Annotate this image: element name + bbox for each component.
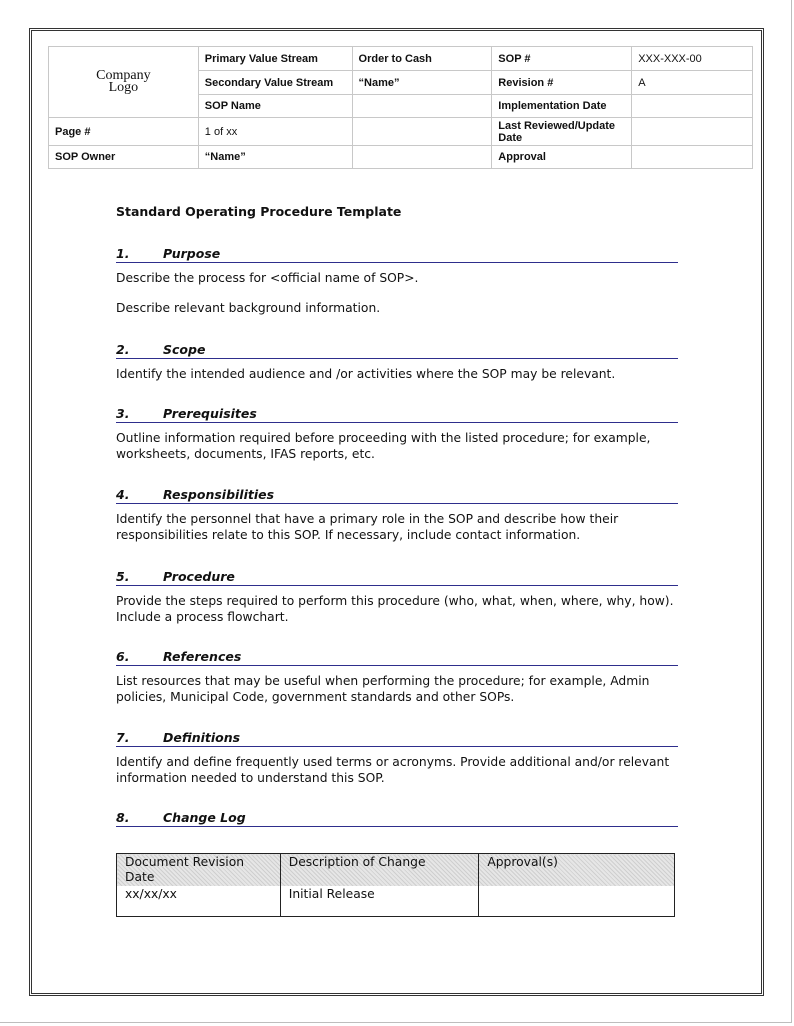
section-number: 7.: [116, 730, 130, 745]
section-prerequisites: [116, 406, 678, 462]
section-definitions: [116, 730, 678, 786]
approval-value: [632, 146, 753, 169]
section-text: Describe the process for <official name of SOP>.: [116, 271, 419, 285]
column-header: Description of Change: [280, 854, 479, 887]
section-number: 3.: [116, 406, 130, 421]
last-reviewed-label: Last Reviewed/Update Date: [492, 118, 632, 146]
section-title: Change Log: [163, 810, 246, 825]
section-title: References: [163, 649, 242, 664]
change-log-table: [116, 853, 675, 917]
section-text: Provide the steps required to perform this procedure (who, what, when, where, why, how). Include a process flowchart.: [116, 594, 674, 624]
section-responsibilities: [116, 487, 678, 543]
sop-name-label: SOP Name: [198, 95, 352, 118]
table-cell: [479, 886, 675, 917]
section-text: Identify the personnel that have a primary role in the SOP and describe how their responsibilities relate to this SOP. If necessary, include contact information.: [116, 512, 619, 542]
section-text: List resources that may be useful when performing the procedure; for example, Admin policies, Municipal Code, government standards and other SOPs.: [116, 674, 650, 704]
page-label: Page #: [49, 118, 199, 146]
section-scope: [116, 342, 678, 382]
empty-cell: [352, 146, 492, 169]
revision-value: A: [632, 71, 753, 95]
sop-number-value: XXX-XXX-00: [632, 47, 753, 71]
document-title: Standard Operating Procedure Template: [116, 204, 402, 219]
section-heading: [116, 810, 678, 827]
empty-cell: [352, 118, 492, 146]
section-change-log: [116, 810, 678, 827]
section-text: Identify the intended audience and /or activities where the SOP may be relevant.: [116, 367, 616, 381]
table-row: [117, 886, 675, 917]
section-number: 1.: [116, 246, 130, 261]
section-heading: [116, 649, 678, 666]
sop-header-table: [48, 46, 753, 169]
company-logo: Company Logo: [49, 47, 199, 118]
sop-owner-value: “Name”: [198, 146, 352, 169]
sop-owner-label: SOP Owner: [49, 146, 199, 169]
revision-label: Revision #: [492, 71, 632, 95]
secondary-value-stream-label: Secondary Value Stream: [198, 71, 352, 95]
section-text: Identify and define frequently used terms or acronyms. Provide additional and/or relevant information needed to understand this SOP.: [116, 755, 670, 785]
section-number: 6.: [116, 649, 130, 664]
column-header: Approval(s): [479, 854, 675, 887]
section-heading: [116, 342, 678, 359]
approval-label: Approval: [492, 146, 632, 169]
section-heading: [116, 246, 678, 263]
table-cell: Initial Release: [280, 886, 479, 917]
section-number: 4.: [116, 487, 130, 502]
last-reviewed-value: [632, 118, 753, 146]
secondary-value-stream-value: “Name”: [352, 71, 492, 95]
section-heading: [116, 730, 678, 747]
table-cell: xx/xx/xx: [117, 886, 281, 917]
section-heading: [116, 569, 678, 586]
section-heading: [116, 487, 678, 504]
section-title: Scope: [163, 342, 206, 357]
section-text: Describe relevant background information.: [116, 301, 381, 315]
section-text: Outline information required before proceeding with the listed procedure; for example, worksheets, documents, IFAS reports, etc.: [116, 431, 651, 461]
section-number: 2.: [116, 342, 130, 357]
column-header: Document Revision Date: [117, 854, 281, 887]
sop-number-label: SOP #: [492, 47, 632, 71]
section-heading: [116, 406, 678, 423]
section-title: Purpose: [163, 246, 221, 261]
sop-name-value: [352, 95, 492, 118]
implementation-date-value: [632, 95, 753, 118]
implementation-date-label: Implementation Date: [492, 95, 632, 118]
section-number: 5.: [116, 569, 130, 584]
section-title: Prerequisites: [163, 406, 257, 421]
section-title: Procedure: [163, 569, 235, 584]
section-title: Definitions: [163, 730, 241, 745]
section-references: [116, 649, 678, 705]
primary-value-stream-value: Order to Cash: [352, 47, 492, 71]
page-value: 1 of xx: [198, 118, 352, 146]
section-number: 8.: [116, 810, 130, 825]
section-title: Responsibilities: [163, 487, 275, 502]
section-procedure: [116, 569, 678, 625]
primary-value-stream-label: Primary Value Stream: [198, 47, 352, 71]
section-purpose: [116, 246, 678, 316]
table-header-row: [117, 854, 675, 887]
